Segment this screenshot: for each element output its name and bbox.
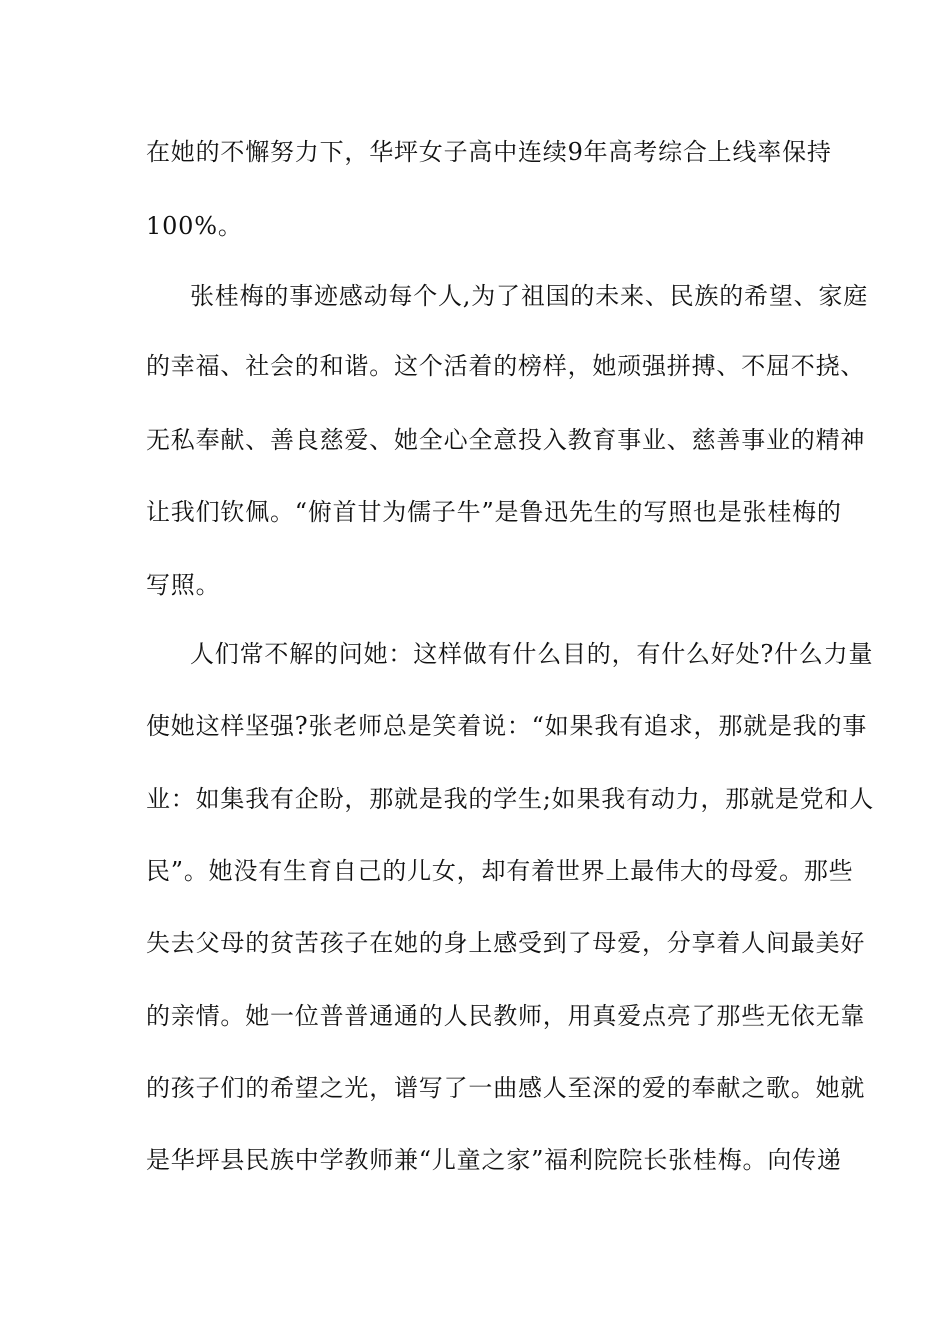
paragraph-line: 的亲情。她一位普普通通的人民教师，用真爱点亮了那些无依无靠 <box>146 1002 866 1030</box>
paragraph-line: 民”。她没有生育自己的儿女，却有着世界上最伟大的母爱。那些 <box>146 857 854 885</box>
paragraph-line: 的幸福、社会的和谐。这个活着的榜样，她顽强拼搏、不屈不挠、 <box>146 352 866 380</box>
paragraph-line: 在她的不懈努力下，华坪女子高中连续9年高考综合上线率保持 <box>146 138 832 166</box>
paragraph-line: 100%。 <box>146 212 243 240</box>
paragraph-line: 人们常不解的问她：这样做有什么目的，有什么好处?什么力量 <box>190 640 874 668</box>
paragraph-line: 是华坪县民族中学教师兼“儿童之家”福利院院长张桂梅。向传递 <box>146 1146 842 1174</box>
paragraph-line: 业：如集我有企盼，那就是我的学生;如果我有动力，那就是党和人 <box>146 785 875 813</box>
paragraph-line: 让我们钦佩。“俯首甘为儒子牛”是鲁迅先生的写照也是张桂梅的 <box>146 498 842 526</box>
paragraph-line: 无私奉献、善良慈爱、她全心全意投入教育事业、慈善事业的精神 <box>146 426 866 454</box>
paragraph-line: 张桂梅的事迹感动每个人,为了祖国的未来、民族的希望、家庭 <box>190 282 869 310</box>
paragraph-line: 写照。 <box>146 571 221 599</box>
paragraph-line: 使她这样坚强?张老师总是笑着说：“如果我有追求，那就是我的事 <box>146 712 868 740</box>
paragraph-line: 失去父母的贫苦孩子在她的身上感受到了母爱，分享着人间最美好 <box>146 929 866 957</box>
paragraph-line: 的孩子们的希望之光，谱写了一曲感人至深的爱的奉献之歌。她就 <box>146 1074 866 1102</box>
